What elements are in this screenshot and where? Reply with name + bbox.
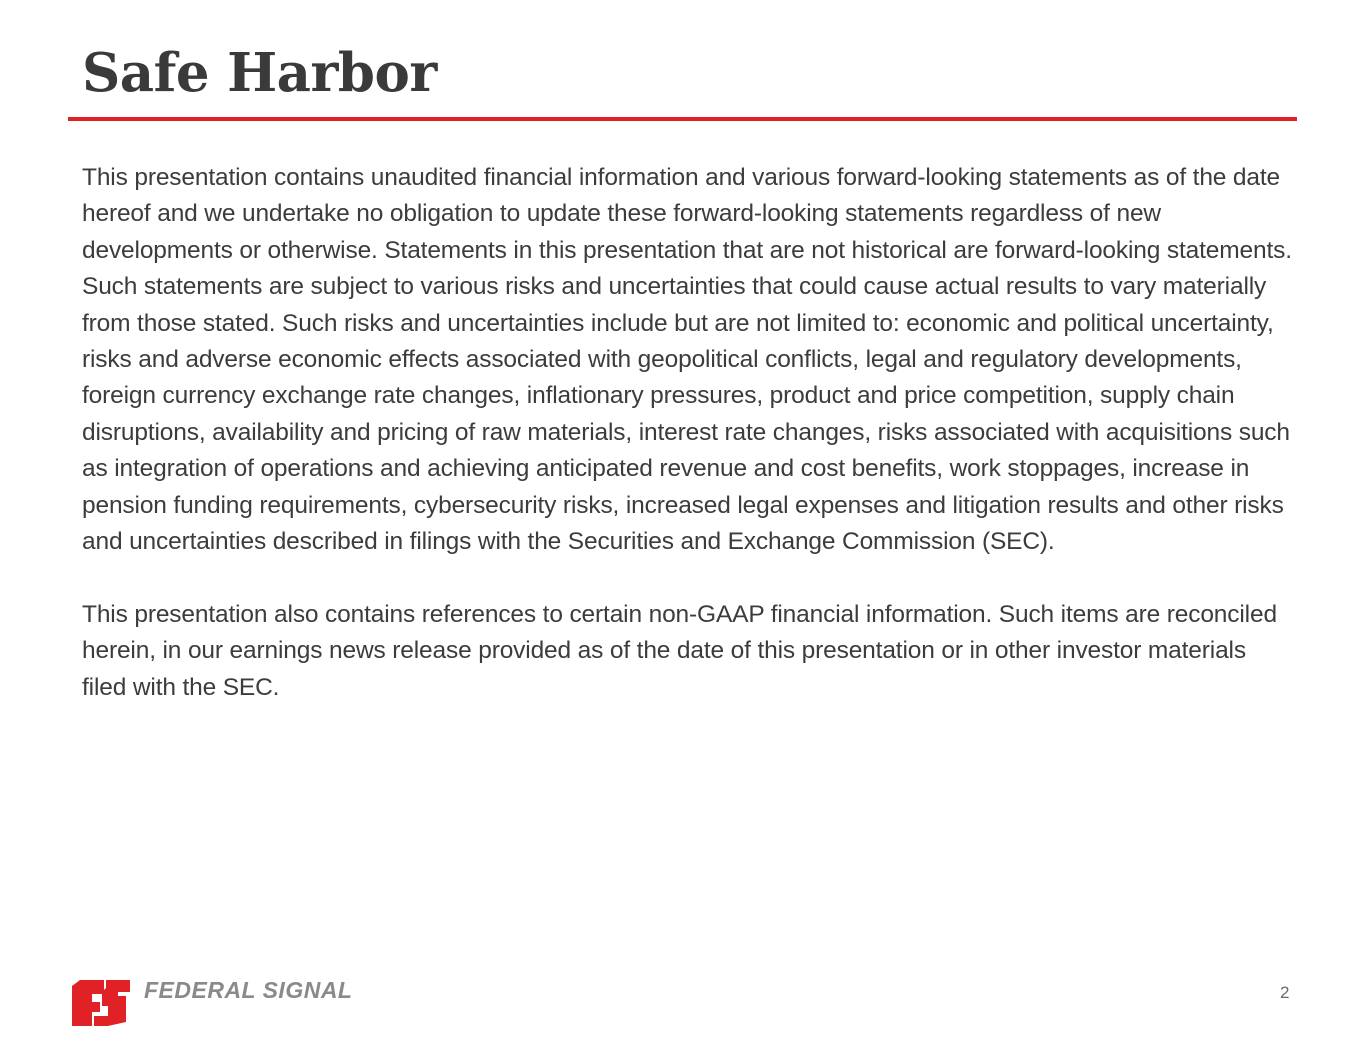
page-title: Safe Harbor	[82, 42, 437, 104]
slide-body	[82, 160, 1292, 706]
fs-logo-icon	[68, 972, 132, 1028]
title-divider	[68, 117, 1297, 121]
page-number: 2	[1280, 983, 1290, 1002]
safe-harbor-paragraph: This presentation contains unaudited financial information and various forward-looking statements as of the date hereof and we undertake no obligation to update these forward-looking statements regardless of new developments or otherwise. Statements in this presentation that are not historical are forward-looking statements. Such statements are subject to various risks and uncertainties that could cause actual results to vary materially from those stated. Such risks and uncertainties include but are not limited to: economic and political uncertainty, risks and adverse economic effects associated with geopolitical conflicts, legal and regulatory developments, foreign currency exchange rate changes, inflationary pressures, product and price competition, supply chain disruptions, availability and pricing of raw materials, interest rate changes, risks associated with acquisitions such as integration of operations and achieving anticipated revenue and cost benefits, work stoppages, increase in pension funding requirements, cybersecurity risks, increased legal expenses and litigation results and other risks and uncertainties described in filings with the Securities and Exchange Commission (SEC).	[82, 164, 1292, 556]
logo-wordmark: FEDERAL SIGNAL	[144, 977, 353, 1003]
company-logo	[68, 972, 358, 1028]
non-gaap-paragraph: This presentation also contains references to certain non-GAAP financial information. Such items are reconciled herein, in our earnings news release provided as of the date of this presentation or in other investor materials filed with the SEC.	[82, 600, 1277, 701]
